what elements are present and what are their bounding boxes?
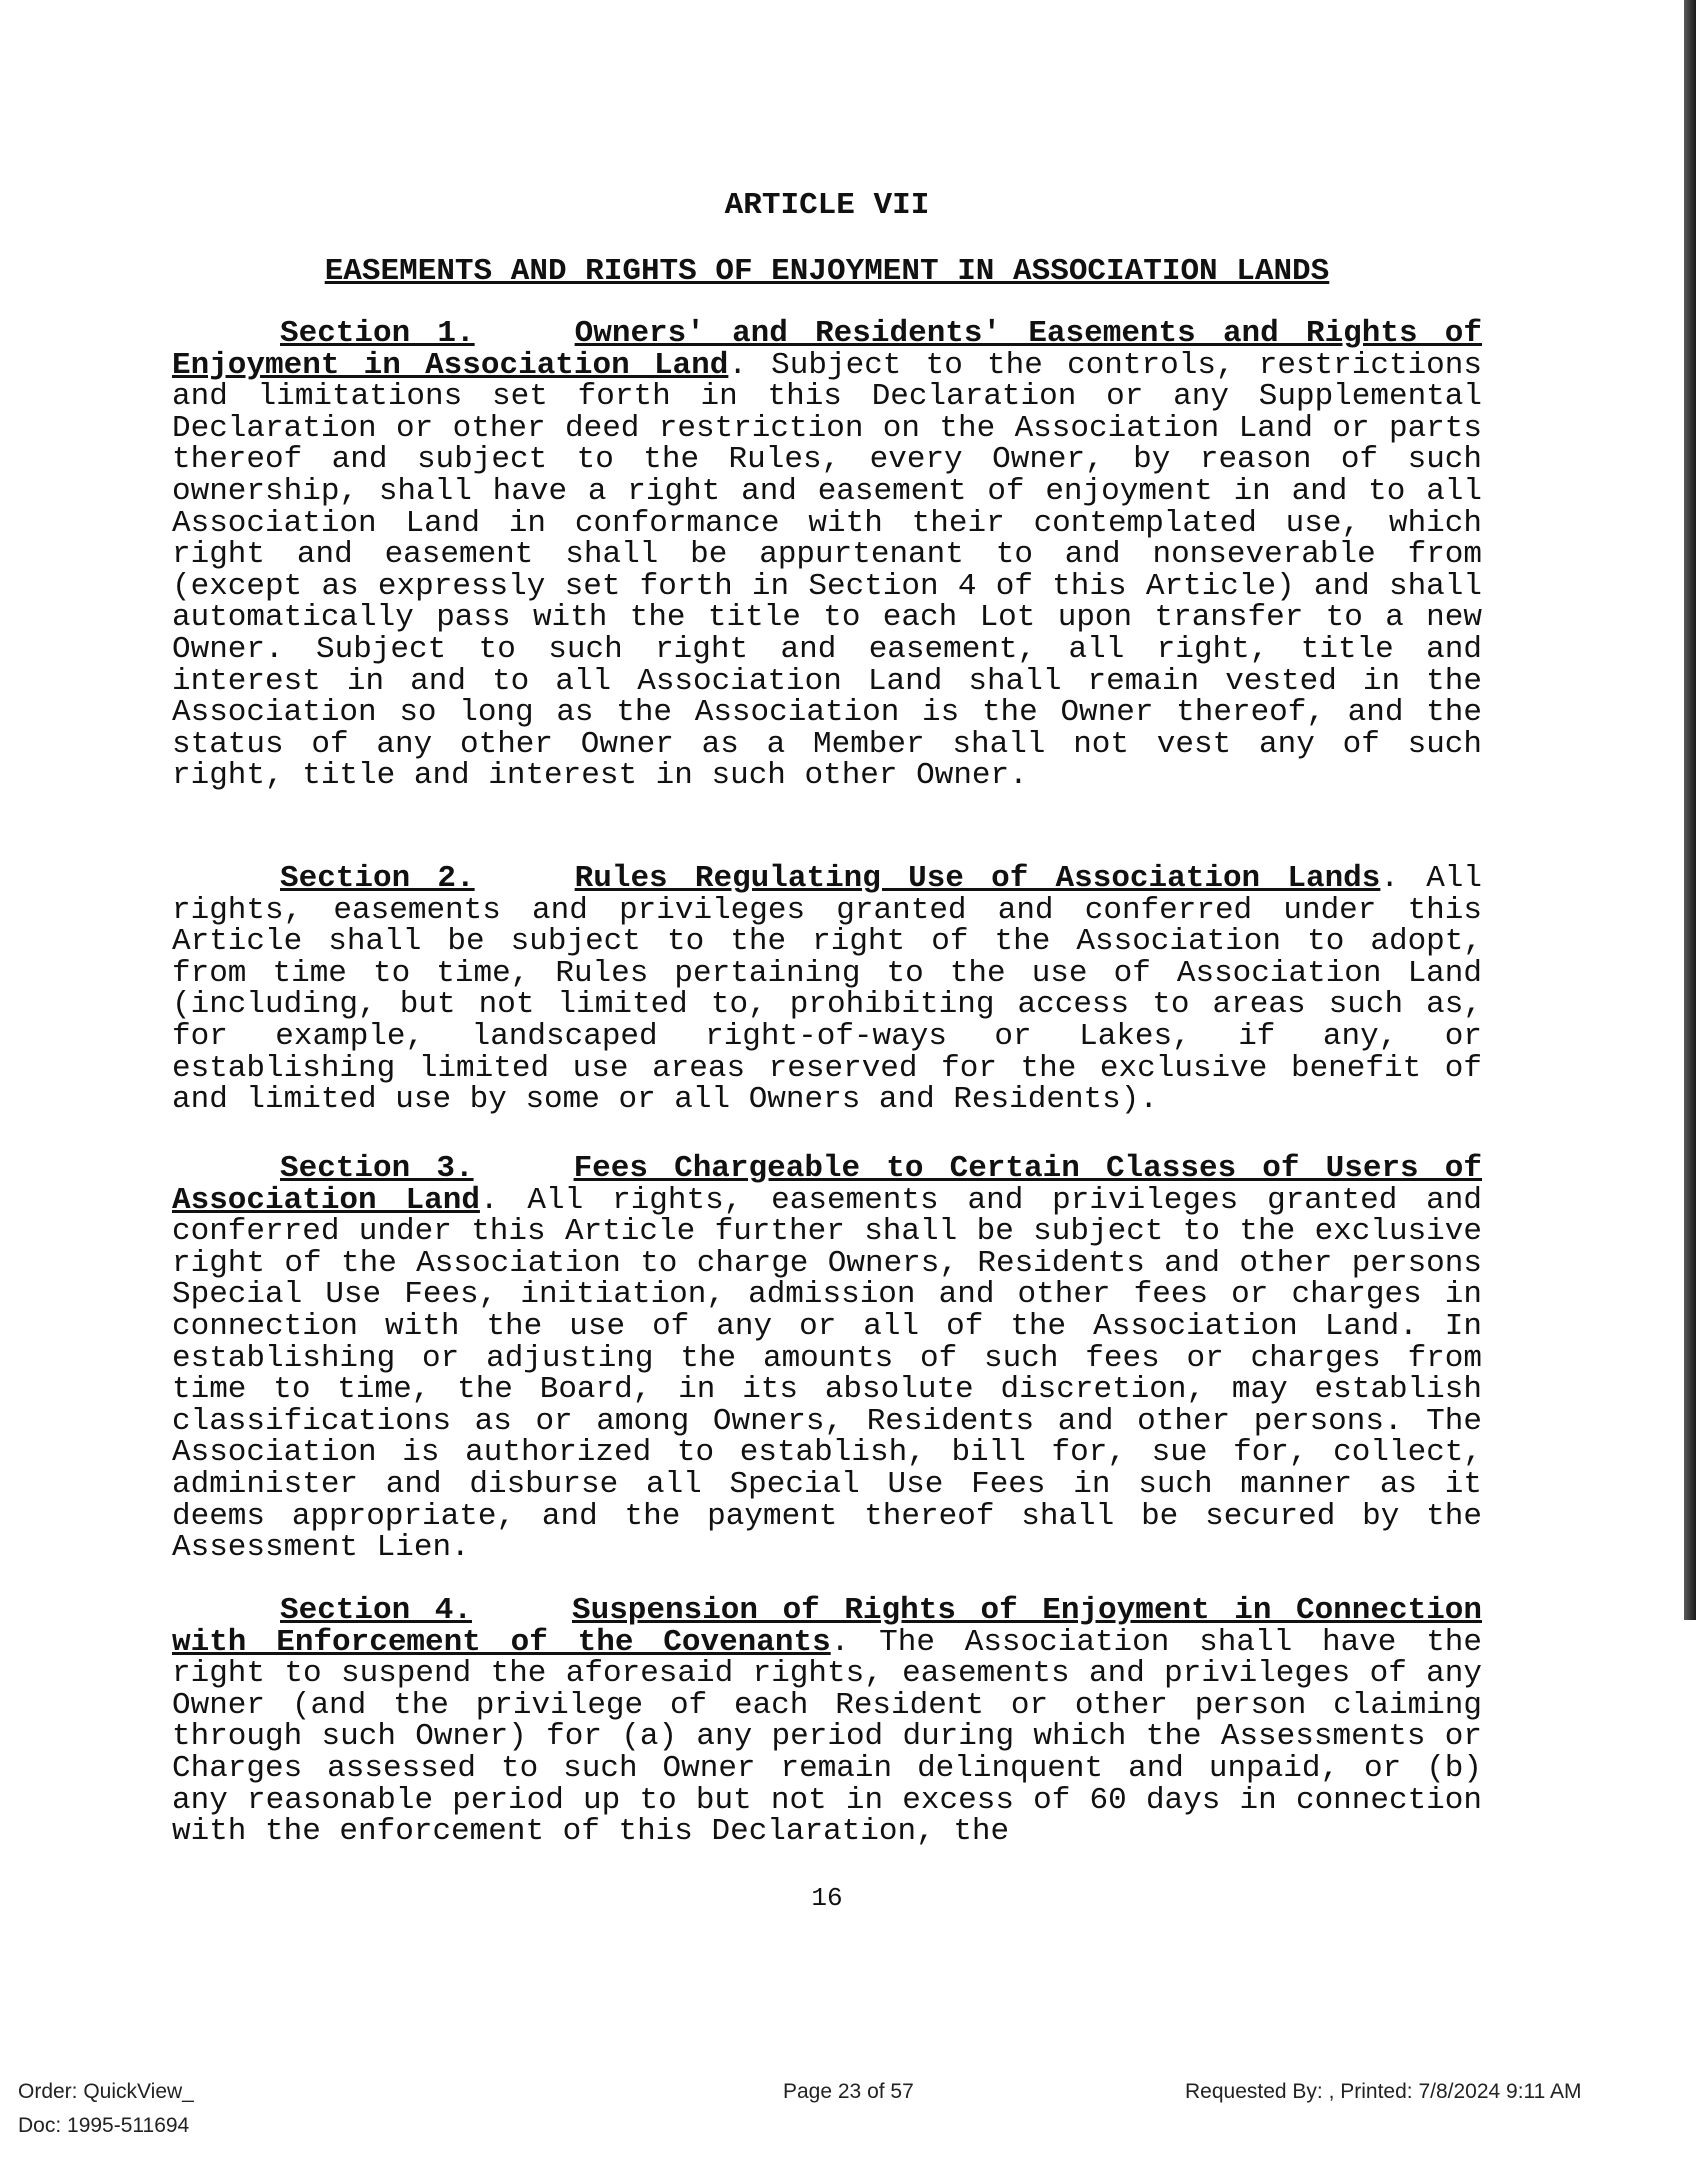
- section-4-body: . The Association shall have the right to suspend the aforesaid rights, easements and privileges of any Owner (and the privilege of each Resident or other person claiming through such Owner) for (a) any period during which the Assessments or Charges assessed to such Owner remain delinquent and unpaid, or (b) any reasonable period up to but not in excess of 60 days in connection with the enforcement of this Declaration, the: [172, 1624, 1482, 1850]
- footer-requested-printed: Requested By: , Printed: 7/8/2024 9:11 AM: [1185, 2080, 1582, 2103]
- footer-page-count: Page 23 of 57: [783, 2080, 914, 2103]
- section-3-title: Fees Chargeable to Certain Classes of Users of Association Land: [172, 1151, 1482, 1218]
- section-1-number: Section 1.: [280, 316, 475, 351]
- section-4-title: Suspension of Rights of Enjoyment in Connection with Enforcement of the Covenants: [172, 1593, 1483, 1660]
- footer-order: Order: QuickView_: [18, 2080, 194, 2103]
- section-4-number: Section 4.: [280, 1593, 472, 1628]
- section-3-number: Section 3.: [280, 1151, 474, 1186]
- document-page: [172, 0, 1482, 1960]
- section-2-title: Rules Regulating Use of Association Lands: [574, 861, 1381, 896]
- section-1-title: Owners' and Residents' Easements and Rights of Enjoyment in Association Land: [172, 316, 1482, 383]
- section-2-body: . All rights, easements and privileges granted and conferred under this Article shall be subject to the right of the Association to adopt, from time to time, Rules pertaining to the use of Association Land (including, but not limited to, prohibiting access to areas such as, for example, landscaped right-of-ways or Lakes, if any, or establishing limited use areas reserved for the exclusive benefit of and limited use by some or all Owners and Residents).: [172, 861, 1483, 1118]
- article-subtitle: EASEMENTS AND RIGHTS OF ENJOYMENT IN ASSOCIATION LANDS: [324, 254, 1330, 289]
- section-2: [172, 863, 1482, 1116]
- section-1: [172, 318, 1482, 792]
- footer-doc-number: Doc: 1995-511694: [18, 2114, 190, 2137]
- section-4: [172, 1595, 1482, 1848]
- section-3-body: . All rights, easements and privileges granted and conferred under this Article further shall be subject to the exclusive right of the Association to charge Owners, Residents and other persons Special Use Fees, initiation, admission and other fees or charges in connection with the use of any or all of the Association Land. In establishing or adjusting the amounts of such fees or charges from time to time, the Board, in its absolute discretion, may establish classifications as or among Owners, Residents and other persons. The Association is authorized to establish, bill for, sue for, collect, administer and disburse all Special Use Fees in such manner as it deems appropriate, and the payment thereof shall be secured by the Assessment Lien.: [172, 1182, 1482, 1566]
- scan-edge: [1684, 0, 1696, 1620]
- section-1-body: . Subject to the controls, restrictions and limitations set forth in this Declaration or any Supplemental Declaration or other deed restriction on the Association Land or parts thereof and subject to the Rules, every Owner, by reason of such ownership, shall have a right and easement of enjoyment in and to all Association Land in conformance with their contemplated use, which right and easement shall be appurtenant to and nonseverable from (except as expressly set forth in Section 4 of this Article) and shall automatically pass with the title to each Lot upon transfer to a new Owner. Subject to such right and easement, all right, title and interest in and to all Association Land shall remain vested in the Association so long as the Association is the Owner thereof, and the status of any other Owner as a Member shall not vest any of such right, title and interest in such other Owner.: [172, 347, 1482, 794]
- section-3: [172, 1153, 1482, 1564]
- print-footer: [0, 2070, 1696, 2170]
- article-title: ARTICLE VII: [724, 188, 930, 223]
- page-number: 16: [811, 1883, 843, 1913]
- section-2-number: Section 2.: [280, 861, 475, 896]
